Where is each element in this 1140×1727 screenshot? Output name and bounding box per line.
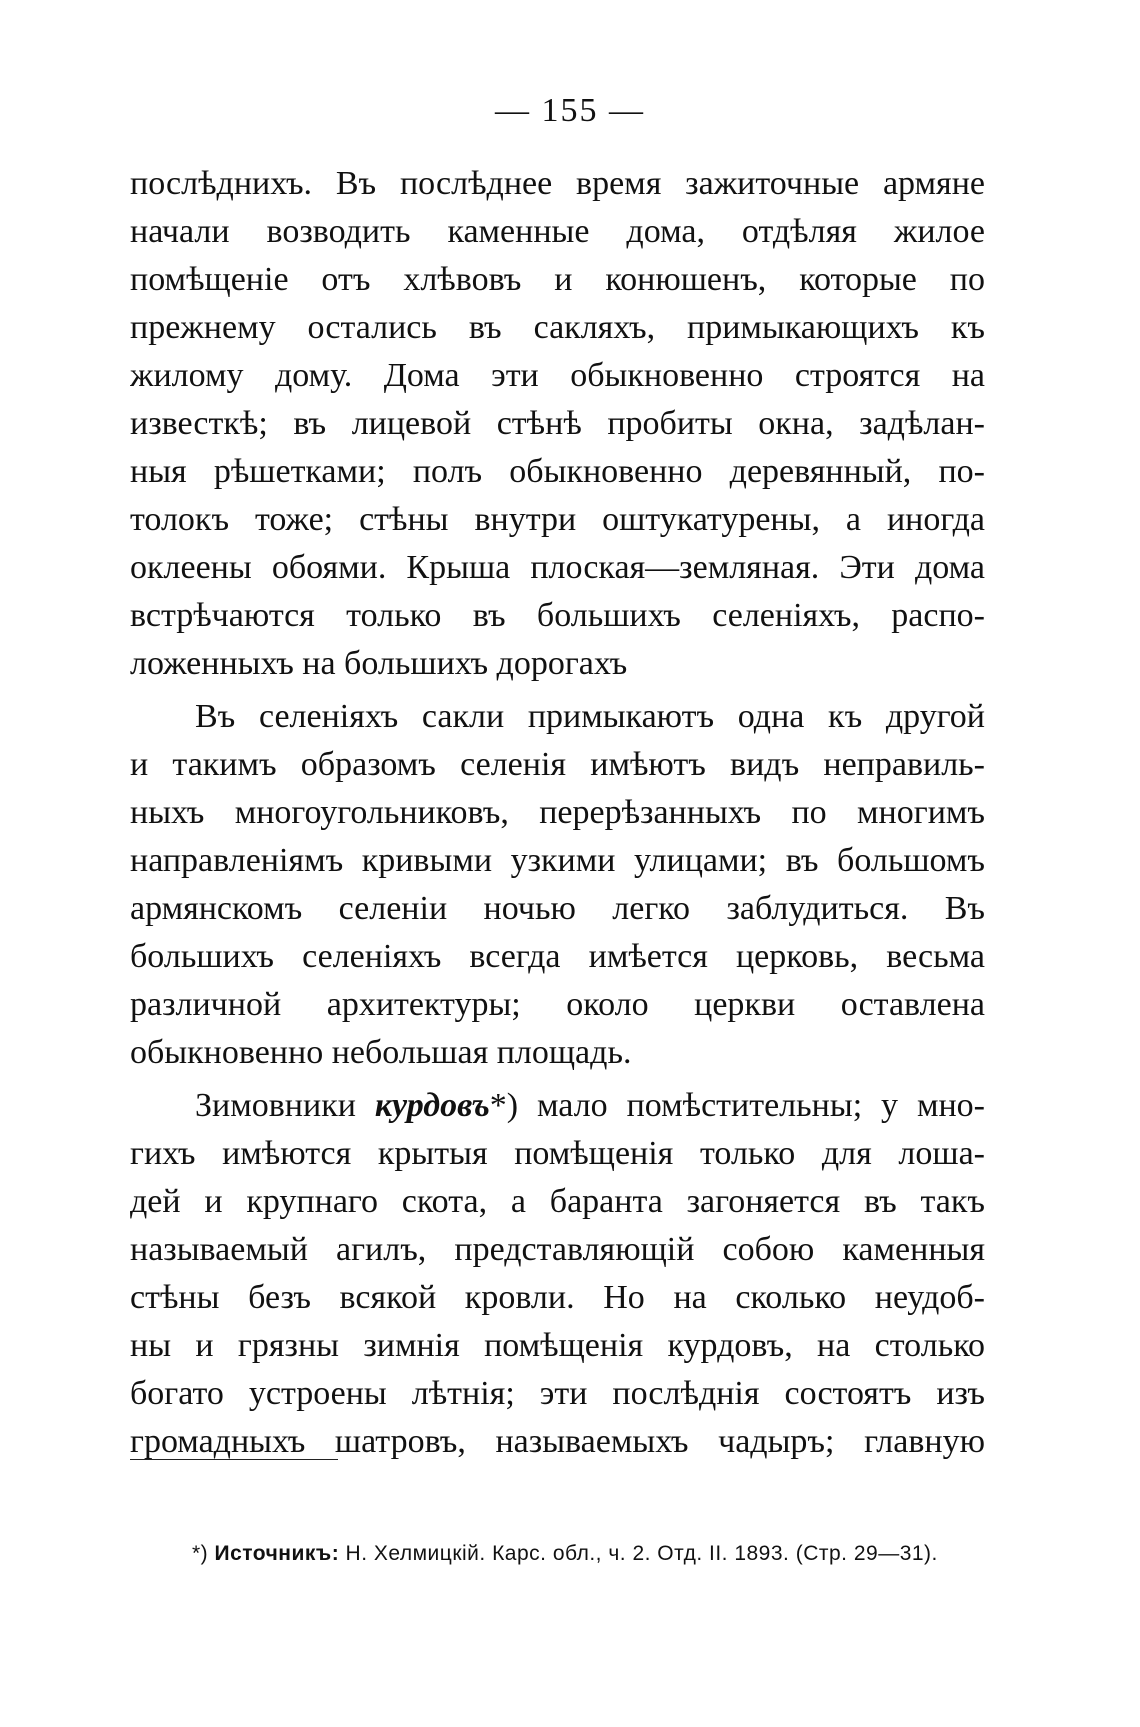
text-line: дей и крупнаго скота, а баранта загоняется въ такъ — [130, 1183, 985, 1220]
text-line: гихъ имѣются крытыя помѣщенія только для лоша- — [130, 1135, 985, 1172]
text-line: встрѣчаются только въ большихъ селеніяхъ, распо- — [130, 597, 985, 634]
paragraph-2 — [130, 693, 985, 1077]
text-line: оклеены обоями. Крыша плоская—земляная. Эти дома — [130, 549, 985, 586]
emphasized-word: курдовъ — [374, 1087, 490, 1124]
text-line: помѣщеніе отъ хлѣвовъ и конюшенъ, которые по — [130, 261, 985, 298]
text-line: различной архитектуры; около церкви оставлена — [130, 986, 985, 1023]
text-line: и такимъ образомъ селенія имѣютъ видъ неправиль- — [130, 746, 985, 783]
text-line: ны и грязны зимнія помѣщенія курдовъ, на столько — [130, 1327, 985, 1364]
footnote-text: Н. Хелмицкій. Карс. обл., ч. 2. Отд. II. 1893. (Стр. 29—31). — [345, 1542, 938, 1565]
footnote-label: Источникъ: — [214, 1542, 340, 1565]
text-line: армянскомъ селеніи ночью легко заблудиться. Въ — [130, 890, 985, 927]
text-line: ныя рѣшетками; полъ обыкновенно деревянный, по- — [130, 453, 985, 490]
text-line: богато устроены лѣтнія; эти послѣднія состоятъ изъ — [130, 1375, 985, 1412]
footnote-divider — [130, 1459, 338, 1460]
text-line: Въ селеніяхъ сакли примыкаютъ одна къ другой — [195, 698, 985, 735]
text-line: прежнему остались въ сакляхъ, примыкающихъ къ — [130, 309, 985, 346]
footnote-marker: *) — [192, 1542, 209, 1565]
paragraph-1 — [130, 160, 985, 688]
text-line-first — [130, 1082, 985, 1130]
text-line: жилому дому. Дома эти обыкновенно строятся на — [130, 357, 985, 394]
text-line: обыкновенно небольшая площадь. — [130, 1034, 632, 1071]
text-line: стѣны безъ всякой кровли. Но на сколько неудоб- — [130, 1279, 985, 1316]
text-line: называемый агилъ, представляющій собою каменныя — [130, 1231, 985, 1268]
text-line: ныхъ многоугольниковъ, перерѣзанныхъ по многимъ — [130, 794, 985, 831]
text-line: направленіямъ кривыми узкими улицами; въ большомъ — [130, 842, 985, 879]
text-line: послѣднихъ. Въ послѣднее время зажиточные армяне — [130, 165, 985, 202]
text-line: громадныхъ шатровъ, называемыхъ чадыръ; главную — [130, 1423, 985, 1460]
page-number: — 155 — — [495, 92, 645, 129]
text-line: толокъ тоже; стѣны внутри оштукатурены, а иногда — [130, 501, 985, 538]
footnote — [192, 1542, 938, 1566]
text-line: известкѣ; въ лицевой стѣнѣ пробиты окна, задѣлан- — [130, 405, 985, 442]
text-prefix: Зимовники — [195, 1087, 375, 1124]
text-line: ложенныхъ на большихъ дорогахъ — [130, 645, 628, 682]
text-line: большихъ селеніяхъ всегда имѣется церковь, весьма — [130, 938, 985, 975]
text-line: начали возводить каменные дома, отдѣляя жилое — [130, 213, 985, 250]
text-suffix: *) мало помѣстительны; у мно- — [489, 1087, 985, 1124]
paragraph-3 — [130, 1082, 985, 1466]
